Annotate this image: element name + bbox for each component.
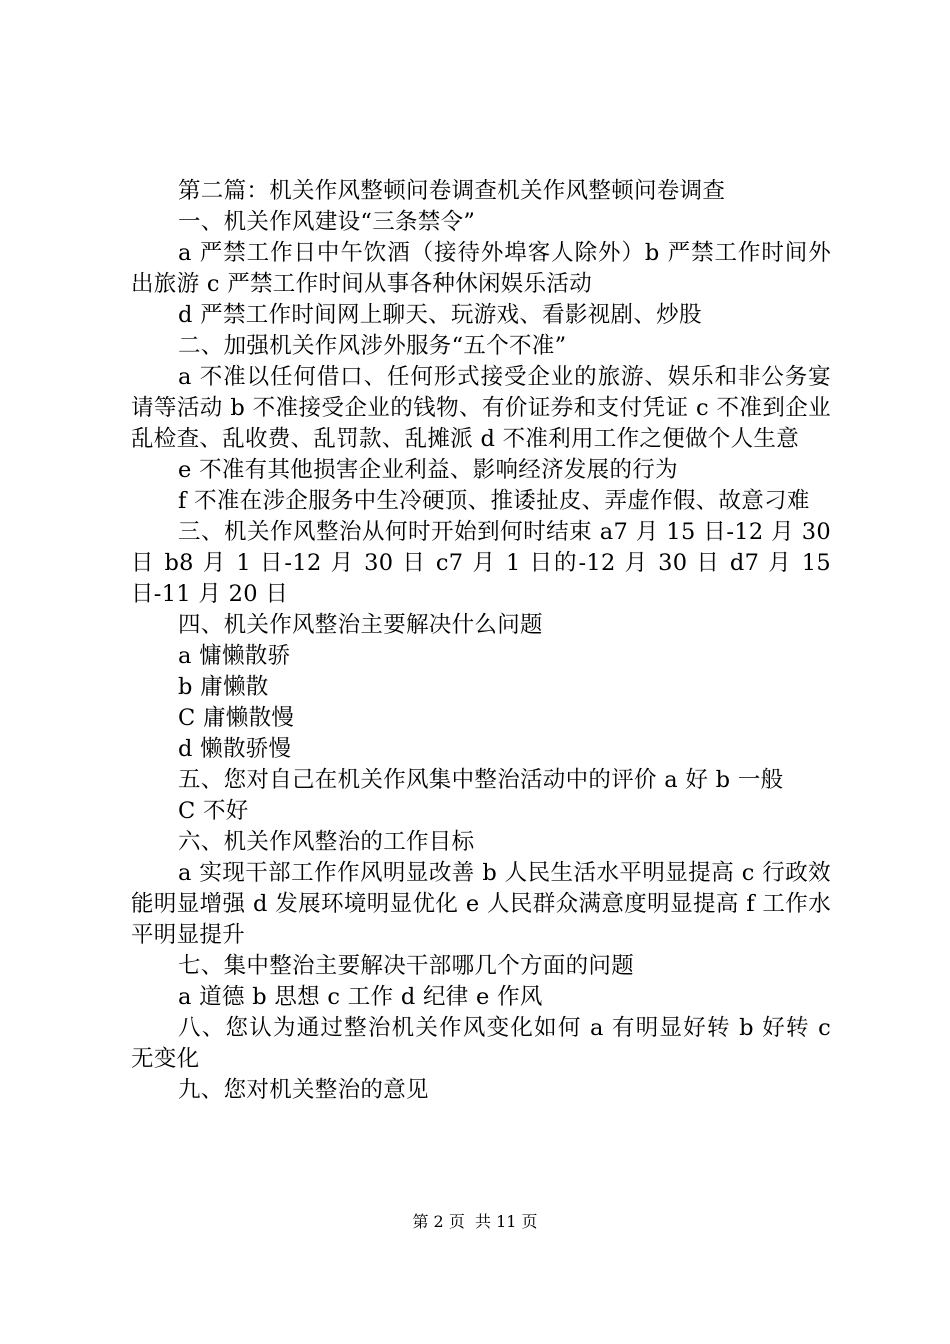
question-option-4a: a 慵懒散骄 [178,643,291,669]
question-option-5c: C 不好 [178,798,249,824]
question-3: 三、机关作风整治从何时开始到何时结束 a7 月 15 日-12 月 30 日 b8 月 1 日-12 月 30 日 c7 月 1 日的-12 月 30 日 d7 月 15 日-11 月 20 日 [131,519,831,607]
question-option-4c: C 庸懒散慢 [178,705,295,731]
question-heading-6: 六、机关作风整治的工作目标 [178,829,475,855]
page-number: 第 2 页 共 11 页 [412,1212,538,1231]
section-title: 第二篇：机关作风整顿问卷调查机关作风整顿问卷调查 [178,178,726,204]
question-options-1b: d 严禁工作时间网上聊天、玩游戏、看影视剧、炒股 [178,302,702,328]
question-options-2c: f 不准在涉企服务中生冷硬顶、推诿扯皮、弄虚作假、故意刁难 [178,488,810,514]
question-options-7: a 道德 b 思想 c 工作 d 纪律 e 作风 [178,984,543,1010]
question-options-2a: a 不准以任何借口、任何形式接受企业的旅游、娱乐和非公务宴请等活动 b 不准接受企业的钱物、有价证券和支付凭证 c 不准到企业乱检查、乱收费、乱罚款、乱摊派 d 不准利用工作之便做个人生意 [131,364,831,452]
question-option-4d: d 懒散骄慢 [178,736,292,762]
question-heading-7: 七、集中整治主要解决干部哪几个方面的问题 [178,953,635,979]
page-footer [0,1212,950,1232]
question-heading-9: 九、您对机关整治的意见 [178,1077,429,1103]
question-5: 五、您对自己在机关作风集中整治活动中的评价 a 好 b 一般 [178,767,784,793]
question-heading-2: 二、加强机关作风涉外服务“五个不准” [178,333,567,359]
question-options-2b: e 不准有其他损害企业利益、影响经济发展的行为 [178,457,678,483]
question-option-4b: b 庸懒散 [178,674,269,700]
question-options-1a: a 严禁工作日中午饮酒（接待外埠客人除外）b 严禁工作时间外出旅游 c 严禁工作时间从事各种休闲娱乐活动 [131,240,831,297]
question-options-6: a 实现干部工作作风明显改善 b 人民生活水平明显提高 c 行政效能明显增强 d 发展环境明显优化 e 人民群众满意度明显提高 f 工作水平明显提升 [131,860,831,948]
question-heading-4: 四、机关作风整治主要解决什么问题 [178,612,543,638]
document-body [131,176,831,1106]
question-heading-1: 一、机关作风建设“三条禁令” [178,209,476,235]
question-8: 八、您认为通过整治机关作风变化如何 a 有明显好转 b 好转 c 无变化 [131,1015,831,1072]
